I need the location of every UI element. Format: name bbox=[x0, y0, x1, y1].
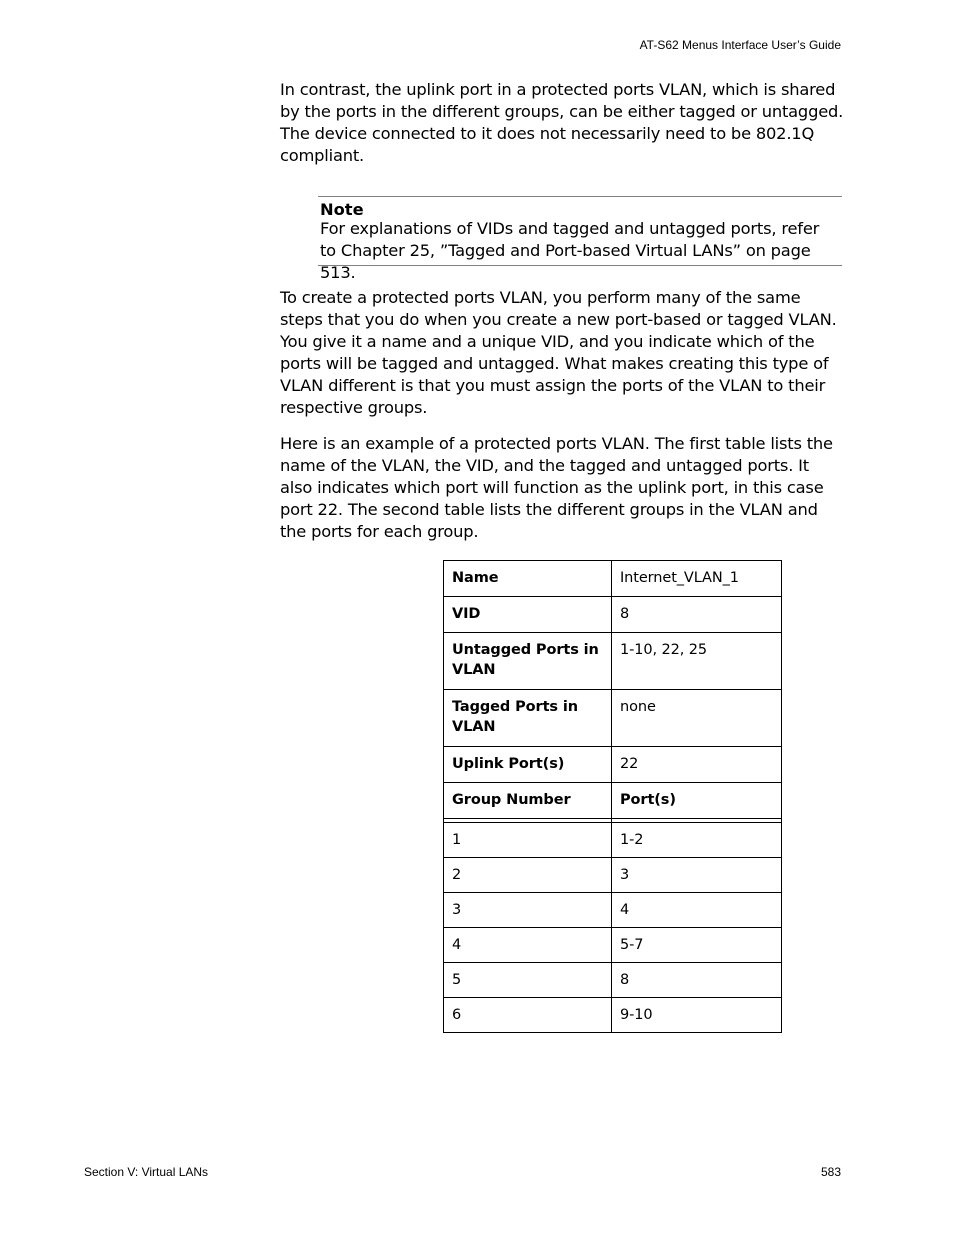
table-row bbox=[444, 823, 782, 858]
paragraph-create-vlan: To create a protected ports VLAN, you perform many of the same steps that you do when you create a new port-based or tagged VLAN. You give it a name and a unique VID, and you indicate which of the ports will be tagged and untagged. What makes creating this type of VLAN different is that you must assign the ports of the VLAN to their respective groups. bbox=[280, 288, 837, 417]
row-value: 8 bbox=[612, 597, 782, 633]
note-title: Note bbox=[320, 200, 364, 219]
footer-section-title: Section V: Virtual LANs bbox=[84, 1165, 209, 1179]
ports-header: Port(s) bbox=[612, 783, 782, 819]
group-ports: 1-2 bbox=[612, 823, 782, 858]
table-row bbox=[444, 597, 782, 633]
row-value: Internet_VLAN_1 bbox=[612, 561, 782, 597]
table-row bbox=[444, 747, 782, 783]
running-header: AT-S62 Menus Interface User’s Guide bbox=[639, 38, 841, 52]
group-number: 3 bbox=[444, 893, 612, 928]
paragraph-uplink-port: In contrast, the uplink port in a protected ports VLAN, which is shared by the ports in the different groups, can be either tagged or untagged. The device connected to it does not necessarily need to be 802.1Q compliant. bbox=[280, 80, 844, 165]
row-label: Uplink Port(s) bbox=[444, 747, 612, 783]
table-row bbox=[444, 893, 782, 928]
table-row bbox=[444, 633, 782, 690]
table-row bbox=[444, 928, 782, 963]
row-value: 22 bbox=[612, 747, 782, 783]
table-row bbox=[444, 690, 782, 747]
row-label: Untagged Ports in VLAN bbox=[444, 633, 612, 690]
row-label: Name bbox=[444, 561, 612, 597]
group-ports: 5-7 bbox=[612, 928, 782, 963]
table-row bbox=[444, 998, 782, 1033]
note-box bbox=[318, 196, 842, 282]
paragraph-example: Here is an example of a protected ports VLAN. The first table lists the name of the VLAN, the VID, and the tagged and untagged ports. It also indicates which port will function as the uplink port, in this case port 22. The second table lists the different groups in the VLAN and the ports for each group. bbox=[280, 434, 833, 541]
vlan-example-table bbox=[443, 560, 781, 1033]
group-header-row bbox=[444, 783, 782, 819]
group-ports: 9-10 bbox=[612, 998, 782, 1033]
row-label: Tagged Ports in VLAN bbox=[444, 690, 612, 747]
table-row bbox=[444, 963, 782, 998]
table-row bbox=[444, 561, 782, 597]
note-text: For explanations of VIDs and tagged and untagged ports, refer to Chapter 25, ”Tagged and Port-based Virtual LANs” on page 513. bbox=[320, 219, 820, 282]
group-ports: 8 bbox=[612, 963, 782, 998]
group-ports: 4 bbox=[612, 893, 782, 928]
group-number: 4 bbox=[444, 928, 612, 963]
row-value: none bbox=[612, 690, 782, 747]
group-number: 5 bbox=[444, 963, 612, 998]
group-number: 2 bbox=[444, 858, 612, 893]
table-row bbox=[444, 858, 782, 893]
row-label: VID bbox=[444, 597, 612, 633]
page-number: 583 bbox=[820, 1165, 841, 1179]
group-number-header: Group Number bbox=[444, 783, 612, 819]
group-number: 6 bbox=[444, 998, 612, 1033]
group-ports: 3 bbox=[612, 858, 782, 893]
group-number: 1 bbox=[444, 823, 612, 858]
row-value: 1-10, 22, 25 bbox=[612, 633, 782, 690]
